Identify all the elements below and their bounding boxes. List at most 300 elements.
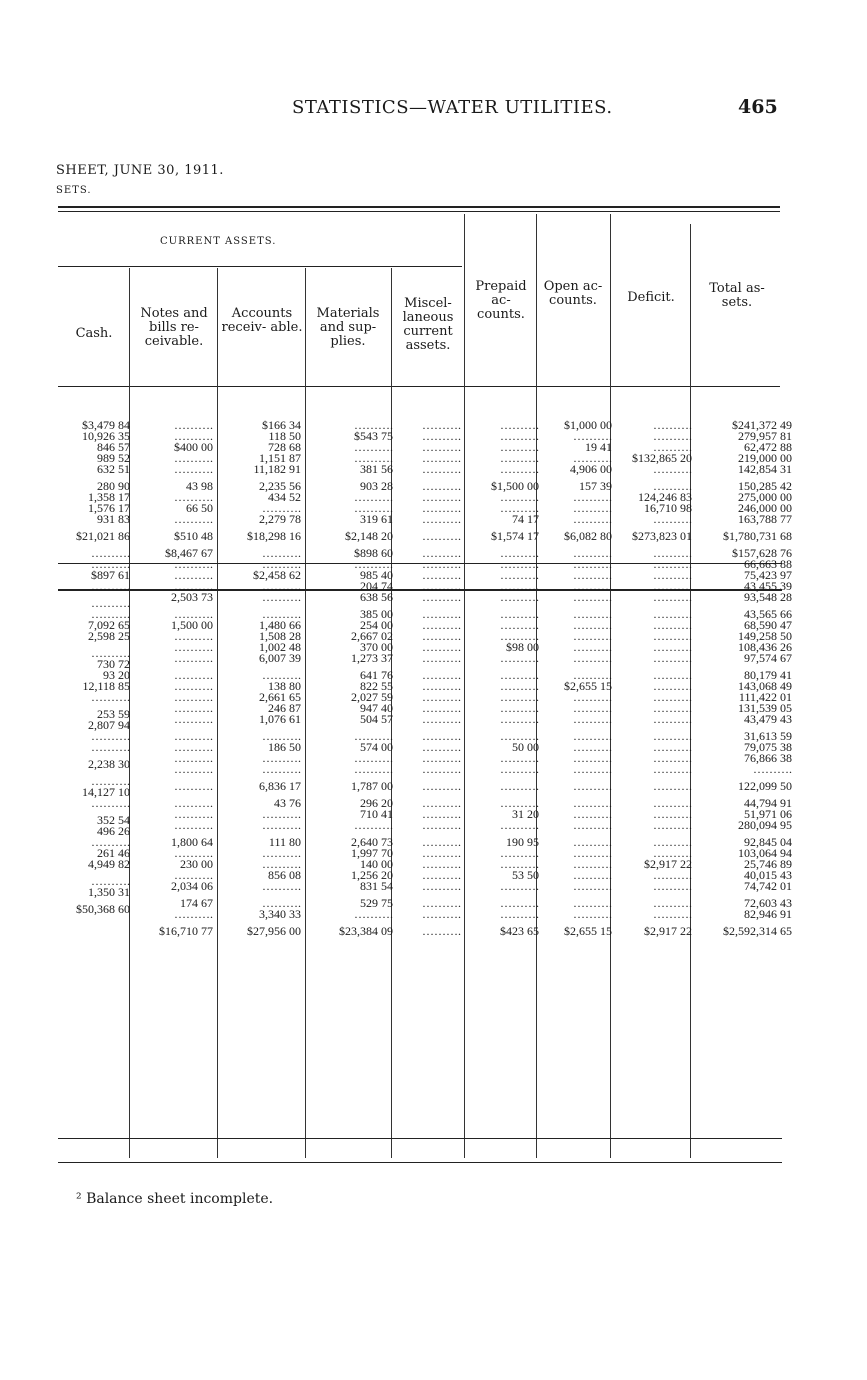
column-misc	[395, 420, 461, 943]
table-cell: 118 50	[268, 429, 301, 443]
table-cell: ……….	[573, 879, 612, 893]
table-cell: ……….	[573, 579, 612, 593]
table-cell: $2,655 15	[564, 924, 612, 938]
table-cell: ……….	[422, 740, 461, 754]
table-cell: ……….	[573, 807, 612, 821]
table-cell: ……….	[653, 568, 692, 582]
table-cell: 931 83	[97, 512, 130, 526]
table-cell: ……….	[653, 835, 692, 849]
table-cell: ……….	[653, 640, 692, 654]
table-cell: $2,917 22	[644, 857, 692, 871]
table-cell: ……….	[653, 818, 692, 832]
table-cell: 2,640 73	[351, 835, 393, 849]
table-cell: 319 61	[360, 512, 393, 526]
header-accounts: Accounts receiv- able.	[221, 306, 303, 335]
table-cell: 230 00	[180, 857, 213, 871]
table-cell: ……….	[500, 818, 539, 832]
table-cell: ……….	[422, 690, 461, 704]
table-cell: ……….	[500, 557, 539, 571]
table-cell: 638 56	[360, 590, 393, 604]
table-cell: 1,508 28	[259, 629, 301, 643]
table-cell: ……….	[573, 701, 612, 715]
table-cell: ……….	[262, 607, 301, 621]
table-cell: ……….	[91, 874, 130, 888]
table-cell: ……….	[653, 462, 692, 476]
table-cell: 632 51	[97, 462, 130, 476]
table-cell: 74,742 01	[744, 879, 792, 893]
table-cell: ……….	[422, 590, 461, 604]
table-cell: $423 65	[500, 924, 539, 938]
table-cell: 2,235 56	[259, 479, 301, 493]
table-cell: $157,628 76	[732, 546, 792, 560]
table-cell: 111 80	[268, 835, 301, 849]
table-cell: ……….	[262, 896, 301, 910]
table-cell: ……….	[653, 740, 692, 754]
table-cell: ……….	[653, 701, 692, 715]
table-cell: ……….	[573, 857, 612, 871]
table-cell: ……….	[573, 512, 612, 526]
table-cell: ……….	[422, 418, 461, 432]
table-cell: ……….	[500, 679, 539, 693]
table-cell: ……….	[174, 907, 213, 921]
table-cell: 40,015 43	[744, 868, 792, 882]
table-cell: ……….	[573, 629, 612, 643]
table-cell: ……….	[573, 907, 612, 921]
table-cell: 1,151 87	[259, 451, 301, 465]
table-cell: ……….	[422, 557, 461, 571]
table-cell: ……….	[653, 440, 692, 454]
table-cell: ……….	[573, 618, 612, 632]
header-prepaid: Prepaid ac- counts.	[475, 279, 527, 322]
header-materials: Materials and sup- plies.	[316, 306, 380, 349]
table-cell: ……….	[500, 796, 539, 810]
table-cell: ……….	[573, 818, 612, 832]
table-cell: ……….	[354, 729, 393, 743]
table-cell: 103,064 94	[738, 846, 792, 860]
table-cell: $897 61	[91, 568, 130, 582]
table-cell: 1,273 37	[351, 651, 393, 665]
table-cell: ……….	[262, 557, 301, 571]
table-cell: 2,027 59	[351, 690, 393, 704]
table-cell: 43,565 66	[744, 607, 792, 621]
table-cell: ……….	[354, 501, 393, 515]
table-cell: ……….	[653, 418, 692, 432]
table-cell: 204 74	[360, 579, 393, 593]
footnote: ² Balance sheet incomplete.	[76, 1191, 274, 1207]
table-cell: 296 20	[360, 796, 393, 810]
table-cell: ……….	[653, 512, 692, 526]
table-cell: 1,076 61	[259, 712, 301, 726]
table-cell: 174 67	[180, 896, 213, 910]
table-cell: $1,574 17	[491, 529, 539, 543]
table-cell: ……….	[422, 451, 461, 465]
table-cell: 43 76	[274, 796, 301, 810]
table-cell: 131,539 05	[738, 701, 792, 715]
table-cell: 150,285 42	[738, 479, 792, 493]
table-cell: ……….	[500, 690, 539, 704]
table-cell: $98 00	[506, 640, 539, 654]
table-cell: 2,238 30	[88, 757, 130, 771]
table-cell: ……….	[500, 751, 539, 765]
table-cell: 43 98	[186, 479, 213, 493]
table-cell: ……….	[174, 490, 213, 504]
table-cell: ……….	[500, 629, 539, 643]
table-cell: $400 00	[174, 440, 213, 454]
column-cash	[60, 420, 130, 915]
table-cell: ……….	[653, 629, 692, 643]
table-cell: ……….	[573, 779, 612, 793]
table-cell: ……….	[653, 590, 692, 604]
table-cell: ……….	[500, 779, 539, 793]
table-cell: ……….	[653, 668, 692, 682]
header-cash: Cash.	[75, 326, 113, 341]
table-cell: ……….	[91, 557, 130, 571]
table-cell: 246 87	[268, 701, 301, 715]
table-cell: ……….	[174, 429, 213, 443]
table-cell: 62,472 88	[744, 440, 792, 454]
table-cell: 80,179 41	[744, 668, 792, 682]
table-cell: ……….	[174, 668, 213, 682]
running-title: STATISTICS—WATER UTILITIES.	[292, 97, 613, 118]
table-cell: 2,279 78	[259, 512, 301, 526]
table-cell: 111,422 01	[738, 690, 792, 704]
table-cell: ……….	[653, 607, 692, 621]
table-cell: ……….	[500, 501, 539, 515]
table-cell: ……….	[573, 846, 612, 860]
table-cell: ……….	[422, 640, 461, 654]
table-cell: $2,917 22	[644, 924, 692, 938]
table-cell: 19 41	[585, 440, 612, 454]
sheet-subtitle: SETS.	[56, 185, 92, 196]
table-cell: 381 56	[360, 462, 393, 476]
table-cell: ……….	[174, 679, 213, 693]
table-cell: ……….	[262, 846, 301, 860]
table-cell: ……….	[91, 579, 130, 593]
table-cell: 79,075 38	[744, 740, 792, 754]
table-cell: ……….	[500, 651, 539, 665]
table-cell: 856 08	[268, 868, 301, 882]
table-cell: ……….	[573, 896, 612, 910]
table-cell: 11,182 91	[253, 462, 301, 476]
table-cell: 190 95	[506, 835, 539, 849]
column-accounts	[219, 420, 301, 937]
table-cell: ……….	[422, 818, 461, 832]
table-cell: 728 68	[268, 440, 301, 454]
table-cell: 2,807 94	[88, 718, 130, 732]
table-cell: 2,503 73	[171, 590, 213, 604]
table-cell: ……….	[422, 896, 461, 910]
table-cell: ……….	[422, 701, 461, 715]
table-cell: $273,823 01	[632, 529, 692, 543]
table-cell: ……….	[573, 762, 612, 776]
table-cell: ……….	[174, 690, 213, 704]
table-cell: 31,613 59	[744, 729, 792, 743]
table-cell: ……….	[262, 807, 301, 821]
table-cell: $166 34	[262, 418, 301, 432]
table-cell: ……….	[500, 701, 539, 715]
table-cell: ……….	[653, 807, 692, 821]
table-cell: 142,854 31	[738, 462, 792, 476]
table-cell: 66 50	[186, 501, 213, 515]
table-cell: ……….	[91, 607, 130, 621]
table-cell: ……….	[422, 668, 461, 682]
table-cell: ……….	[500, 590, 539, 604]
table-cell: ……….	[422, 618, 461, 632]
table-cell: ……….	[422, 846, 461, 860]
table-cell: ……….	[422, 546, 461, 560]
table-cell: ……….	[354, 762, 393, 776]
table-cell: ……….	[573, 568, 612, 582]
table-cell: ……….	[422, 751, 461, 765]
page-number: 465	[738, 96, 778, 118]
table-cell: 2,661 65	[259, 690, 301, 704]
table-cell: $16,710 77	[159, 924, 213, 938]
table-cell: ……….	[174, 779, 213, 793]
table-cell: ……….	[500, 879, 539, 893]
table-cell: 275,000 00	[738, 490, 792, 504]
table-cell: ……….	[174, 557, 213, 571]
table-cell: ……….	[500, 418, 539, 432]
table-cell: 6,007 39	[259, 651, 301, 665]
table-cell: 16,710 98	[644, 501, 692, 515]
table-cell: 25,746 89	[744, 857, 792, 871]
table-cell: $1,000 00	[564, 418, 612, 432]
table-cell: ……….	[500, 668, 539, 682]
table-cell: ……….	[500, 907, 539, 921]
table-cell: 1,256 20	[351, 868, 393, 882]
table-cell: 72,603 43	[744, 896, 792, 910]
table-cell: ……….	[422, 629, 461, 643]
header-rule	[58, 386, 780, 387]
table-cell: ……….	[422, 924, 461, 938]
table-cell: 53 50	[512, 868, 539, 882]
table-cell: ……….	[354, 751, 393, 765]
table-cell: ……….	[174, 607, 213, 621]
table-cell: $3,479 84	[82, 418, 130, 432]
table-cell: ……….	[653, 907, 692, 921]
table-cell: $2,592,314 65	[723, 924, 792, 938]
table-cell: ……….	[91, 774, 130, 788]
table-cell: ……….	[573, 651, 612, 665]
table-cell: ……….	[174, 729, 213, 743]
table-cell: 434 52	[268, 490, 301, 504]
table-cell: ……….	[573, 868, 612, 882]
header-open: Open ac- counts.	[543, 279, 603, 308]
table-cell: ……….	[422, 868, 461, 882]
table-cell: 163,788 77	[738, 512, 792, 526]
table-cell: ……….	[653, 679, 692, 693]
table-cell: ……….	[653, 546, 692, 560]
table-cell: 846 57	[97, 440, 130, 454]
table-cell: ……….	[500, 579, 539, 593]
table-cell: 186 50	[268, 740, 301, 754]
table-cell: ……….	[573, 590, 612, 604]
table-cell: ……….	[262, 857, 301, 871]
table-cell: 14,127 10	[82, 785, 130, 799]
table-cell: ……….	[422, 762, 461, 776]
total-rule	[58, 1138, 782, 1139]
table-cell: 1,997 70	[351, 846, 393, 860]
table-cell: 74 17	[512, 512, 539, 526]
table-cell: ……….	[500, 618, 539, 632]
table-cell: ……….	[573, 501, 612, 515]
table-cell: 75,423 97	[744, 568, 792, 582]
table-cell: $21,021 86	[76, 529, 130, 543]
table-cell: ……….	[500, 857, 539, 871]
table-cell: ……….	[422, 651, 461, 665]
table-cell: ……….	[174, 579, 213, 593]
table-cell: ……….	[500, 462, 539, 476]
table-cell: $27,956 00	[247, 924, 301, 938]
table-cell: 4,906 00	[570, 462, 612, 476]
table-cell: ……….	[174, 701, 213, 715]
table-cell: 2,034 06	[171, 879, 213, 893]
table-cell: ……….	[422, 440, 461, 454]
table-cell: ……….	[422, 796, 461, 810]
table-cell: ……….	[653, 651, 692, 665]
table-cell: 10,926 35	[82, 429, 130, 443]
table-cell: ……….	[422, 907, 461, 921]
table-cell: ……….	[422, 835, 461, 849]
table-cell: ……….	[653, 879, 692, 893]
table-cell: 1,787 00	[351, 779, 393, 793]
table-cell: 31 20	[512, 807, 539, 821]
table-cell: ……….	[573, 640, 612, 654]
table-cell: 2,598 25	[88, 629, 130, 643]
table-cell: ……….	[500, 729, 539, 743]
table-cell: ……….	[262, 818, 301, 832]
table-cell: 66,663 88	[744, 557, 792, 571]
table-cell: 138 80	[268, 679, 301, 693]
table-cell: ……….	[262, 879, 301, 893]
table-cell: ……….	[500, 451, 539, 465]
table-cell: ……….	[174, 846, 213, 860]
current-assets-header: CURRENT ASSETS.	[160, 236, 277, 247]
table-cell: ……….	[91, 646, 130, 660]
table-cell: 1,800 64	[171, 835, 213, 849]
table-cell: 504 57	[360, 712, 393, 726]
column-open	[540, 420, 612, 937]
table-cell: ……….	[500, 712, 539, 726]
table-cell: 947 40	[360, 701, 393, 715]
table-cell: ……….	[500, 846, 539, 860]
table-cell: ……….	[422, 490, 461, 504]
table-cell: ……….	[354, 418, 393, 432]
table-cell: 108,436 26	[738, 640, 792, 654]
table-cell: 385 00	[360, 607, 393, 621]
column-materials	[307, 420, 393, 937]
column-prepaid	[467, 420, 539, 937]
group-rule	[58, 266, 462, 267]
table-cell: 831 54	[360, 879, 393, 893]
header-deficit: Deficit.	[627, 290, 675, 305]
table-cell: ……….	[174, 629, 213, 643]
bottom-rule	[58, 1162, 782, 1163]
table-cell: ……….	[174, 740, 213, 754]
table-cell: 143,068 49	[738, 679, 792, 693]
table-cell: $2,655 15	[564, 679, 612, 693]
table-cell: ……….	[174, 818, 213, 832]
table-cell: ……….	[354, 907, 393, 921]
table-cell: ……….	[653, 868, 692, 882]
table-cell: 1,576 17	[88, 501, 130, 515]
table-cell: 92,845 04	[744, 835, 792, 849]
table-cell: $23,384 09	[339, 924, 393, 938]
table-cell: ……….	[354, 818, 393, 832]
table-cell: $510 48	[174, 529, 213, 543]
table-cell: $8,467 67	[165, 546, 213, 560]
table-cell: 4,949 82	[88, 857, 130, 871]
table-cell: ……….	[174, 568, 213, 582]
table-cell: ……….	[653, 762, 692, 776]
table-cell: 43,455 39	[744, 579, 792, 593]
table-cell: 370 00	[360, 640, 393, 654]
table-cell: ……….	[422, 879, 461, 893]
table-cell: ……….	[753, 762, 792, 776]
table-cell: 157 39	[579, 479, 612, 493]
table-cell: ……….	[262, 751, 301, 765]
table-cell: 254 00	[360, 618, 393, 632]
table-cell: 246,000 00	[738, 501, 792, 515]
table-cell: 6,836 17	[259, 779, 301, 793]
table-cell: ……….	[91, 729, 130, 743]
table-cell: 68,590 47	[744, 618, 792, 632]
table-cell: 279,957 81	[738, 429, 792, 443]
table-cell: $6,082 80	[564, 529, 612, 543]
column-total	[696, 420, 792, 937]
table-cell: 93,548 28	[744, 590, 792, 604]
table-cell: ……….	[573, 740, 612, 754]
table-cell: $1,500 00	[491, 479, 539, 493]
table-cell: ……….	[174, 796, 213, 810]
header-notes: Notes and bills re- ceivable.	[140, 306, 208, 349]
table-cell: $18,298 16	[247, 529, 301, 543]
table-cell: ……….	[573, 668, 612, 682]
table-cell: ……….	[653, 896, 692, 910]
table-cell: 1,358 17	[88, 490, 130, 504]
table-cell: ……….	[422, 579, 461, 593]
table-cell: 1,350 31	[88, 885, 130, 899]
table-cell: ……….	[653, 690, 692, 704]
table-cell: ……….	[174, 640, 213, 654]
table-cell: 280,094 95	[738, 818, 792, 832]
table-cell: ……….	[500, 896, 539, 910]
table-cell: ……….	[91, 596, 130, 610]
table-cell: ……….	[91, 546, 130, 560]
table-cell: ……….	[653, 779, 692, 793]
table-cell: 82,946 91	[744, 907, 792, 921]
table-cell: ……….	[573, 451, 612, 465]
table-cell: ……….	[174, 807, 213, 821]
table-cell: ……….	[500, 762, 539, 776]
table-cell: ……….	[573, 690, 612, 704]
table-cell: 93 20	[103, 668, 130, 682]
table-cell: 44,794 91	[744, 796, 792, 810]
table-cell: $898 60	[354, 546, 393, 560]
table-cell: ……….	[573, 796, 612, 810]
table-cell: 51,971 06	[744, 807, 792, 821]
table-cell: ……….	[91, 835, 130, 849]
table-cell: ……….	[262, 762, 301, 776]
table-cell: 12,118 85	[82, 679, 130, 693]
table-cell: ……….	[500, 429, 539, 443]
table-cell: ……….	[573, 490, 612, 504]
table-cell: ……….	[422, 512, 461, 526]
table-cell: 1,002 48	[259, 640, 301, 654]
table-cell: 97,574 67	[744, 651, 792, 665]
table-cell: ……….	[91, 740, 130, 754]
table-cell: ……….	[422, 857, 461, 871]
